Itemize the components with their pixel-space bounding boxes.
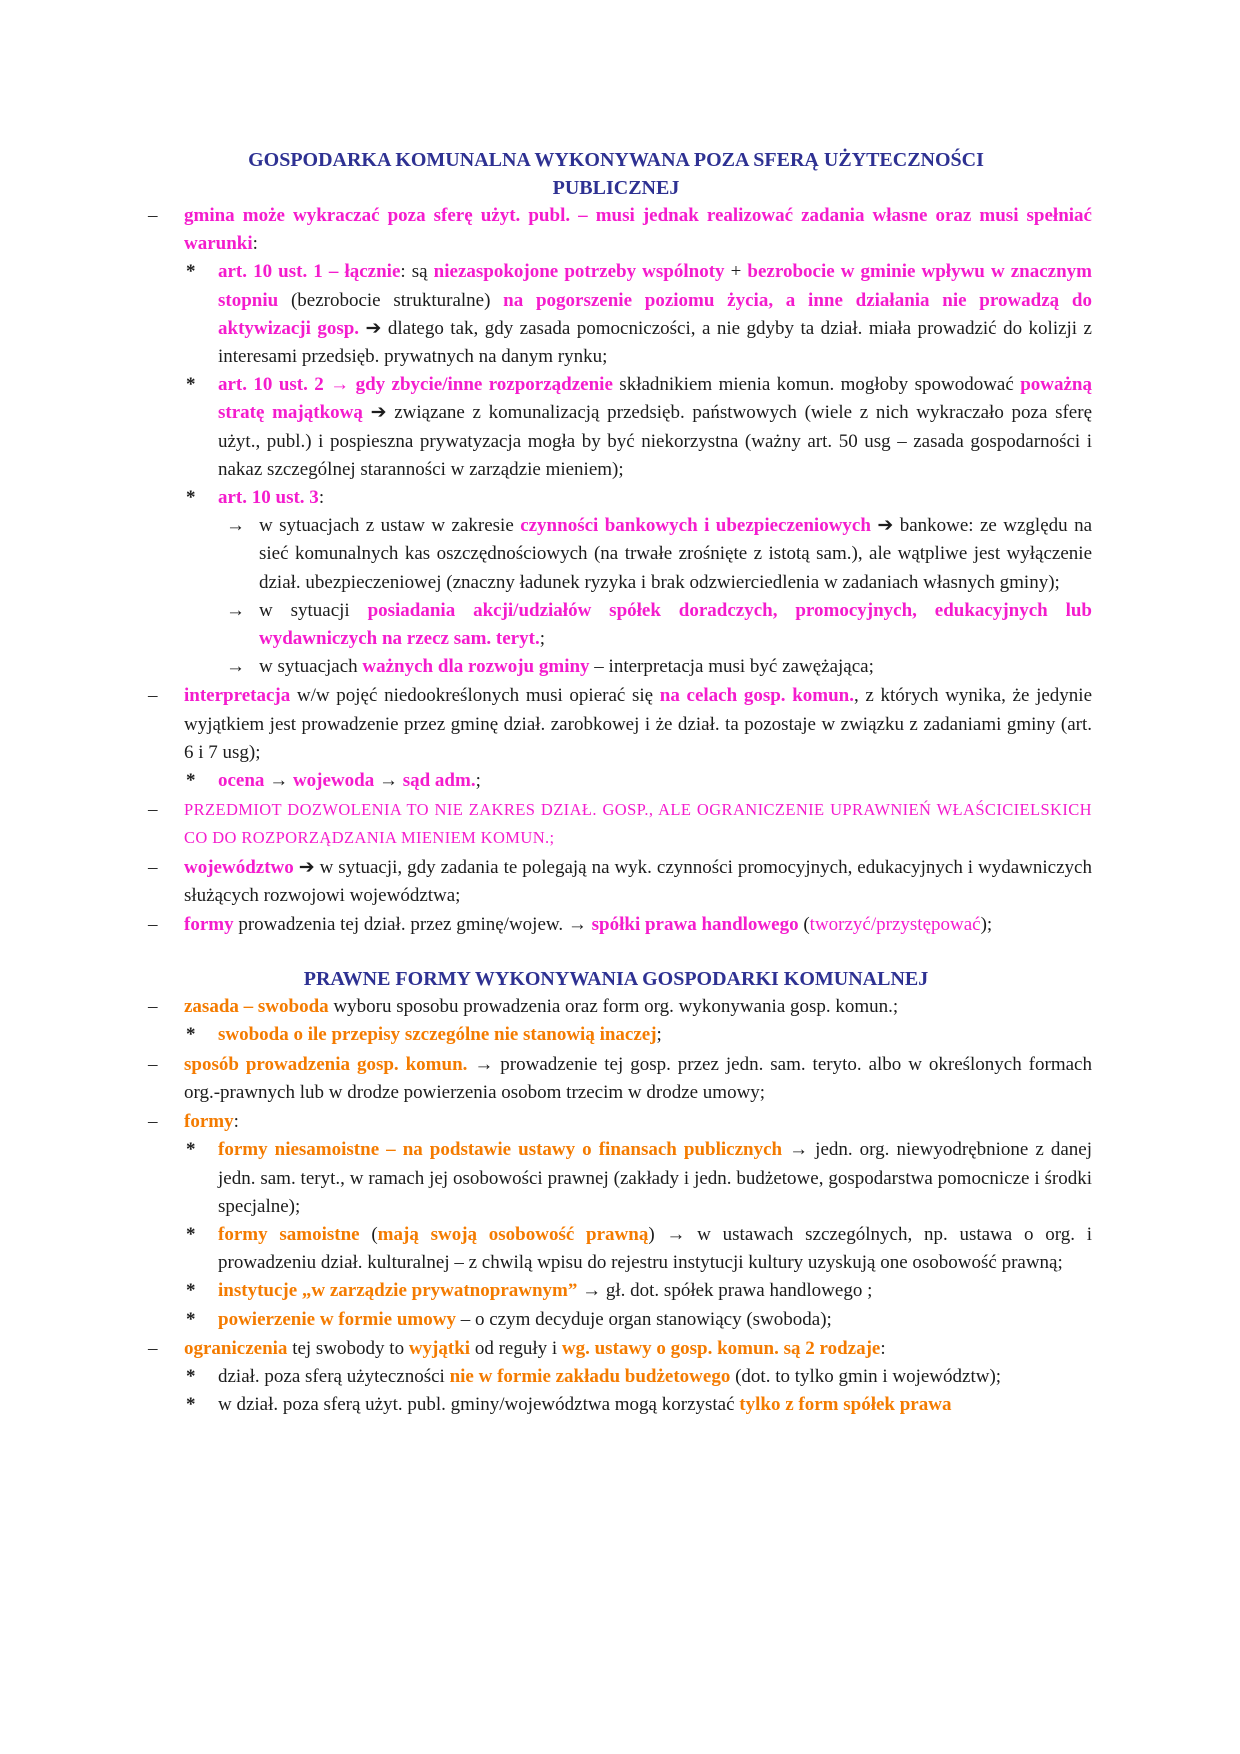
text-run: ➔ w sytuacji, gdy zadania te polegają na wyk. czynności promocyjnych, edukacyjnych i wydawniczych służących rozwojowi województwa; bbox=[184, 856, 1092, 906]
highlighted-term: formy bbox=[184, 914, 234, 936]
arrow-marker: → bbox=[226, 656, 245, 678]
text-run: w/w pojęć niedookreślonych musi opierać się bbox=[290, 685, 660, 707]
list-item-text bbox=[184, 1051, 1092, 1107]
list-item-text bbox=[184, 911, 1092, 939]
list-item bbox=[184, 258, 1092, 371]
list-item-text bbox=[184, 854, 1092, 910]
list-item bbox=[140, 682, 1092, 795]
highlighted-term: wojewoda bbox=[292, 770, 375, 792]
text-run: → gł. dot. spółek prawa handlowego ; bbox=[577, 1280, 873, 1302]
list-item bbox=[184, 1391, 1092, 1419]
list-item-text bbox=[184, 202, 1092, 258]
list-item bbox=[218, 597, 1092, 653]
highlighted-term: art. 10 ust. 2 → gdy zbycie/inne rozporządzenie bbox=[218, 374, 613, 396]
dash-marker: – bbox=[148, 205, 158, 226]
text-run: ; bbox=[539, 628, 545, 650]
text-run: : bbox=[880, 1337, 886, 1359]
bullet-list bbox=[184, 1363, 1092, 1419]
text-run: → prowadzenie tej gosp. przez jedn. sam. teryto. albo w określonych formach org.-prawnych lub w drodze powierzenia osobom trzecim w drodze umowy; bbox=[184, 1053, 1092, 1103]
highlighted-term: art. 10 ust. 3 bbox=[218, 487, 319, 509]
highlighted-term: nie w formie zakładu budżetowego bbox=[449, 1365, 731, 1387]
text-run: – o czym decyduje organ stanowiący (swoboda); bbox=[455, 1308, 832, 1330]
star-marker: * bbox=[186, 770, 196, 792]
list-item-text bbox=[218, 1021, 1092, 1049]
star-marker: * bbox=[186, 1024, 196, 1046]
list-item bbox=[140, 1051, 1092, 1107]
bullet-list bbox=[140, 993, 1092, 1419]
text-run: ; bbox=[475, 770, 481, 792]
star-marker: * bbox=[186, 1139, 196, 1161]
highlighted-term: instytucje „w zarządzie prywatnoprawnym” bbox=[218, 1280, 578, 1302]
highlighted-term: niezaspokojone potrzeby wspólnoty bbox=[433, 261, 725, 283]
text-run: : bbox=[318, 487, 325, 509]
dash-marker: – bbox=[148, 1111, 158, 1133]
document-body bbox=[140, 146, 1092, 1419]
list-item-text bbox=[184, 1335, 1092, 1363]
star-marker: * bbox=[186, 261, 196, 283]
highlighted-term: gmina może wykraczać poza sferę użyt. publ. – musi jednak realizować zadania własne oraz musi spełniać warunki bbox=[184, 205, 1092, 255]
highlighted-term: posiadania akcji/udziałów spółek doradczych, promocyjnych, edukacyjnych lub wydawniczych na rzecz sam. teryt. bbox=[259, 599, 1092, 650]
highlighted-term: spółki prawa handlowego bbox=[591, 914, 799, 936]
text-run: w sytuacjach z ustaw w zakresie bbox=[259, 515, 521, 537]
list-item bbox=[140, 1335, 1092, 1420]
highlighted-term: województwo bbox=[184, 856, 294, 878]
highlighted-term: czynności bankowych i ubezpieczeniowych bbox=[520, 515, 871, 537]
arrow-marker: → bbox=[226, 515, 245, 537]
list-item bbox=[184, 1136, 1092, 1221]
list-item-text bbox=[184, 682, 1092, 767]
text-run: → bbox=[264, 770, 293, 792]
list-item bbox=[218, 512, 1092, 597]
list-item-text bbox=[218, 767, 1092, 795]
text-run: składnikiem mienia komun. mogłoby spowodować bbox=[612, 374, 1021, 396]
text-run: ); bbox=[980, 914, 993, 936]
list-item-text bbox=[218, 1277, 1092, 1305]
text-run: – interpretacja musi być zawężająca; bbox=[589, 656, 874, 678]
list-item-text bbox=[218, 484, 1092, 512]
highlighted-term: art. 10 ust. 1 – łącznie bbox=[218, 261, 401, 283]
highlighted-term: na pogorszenie poziomu życia, a inne działania nie prowadzą do aktywizacji gosp. bbox=[218, 289, 1092, 339]
text-run: + bbox=[724, 261, 748, 283]
bullet-list bbox=[184, 767, 1092, 795]
text-run: ) → w ustawach szczególnych, np. ustawa o org. i prowadzeniu dział. kulturalnej – z chwilą wpisu do rejestru instytucji kultury uzyskują one osobowość prawną; bbox=[218, 1223, 1093, 1274]
text-run: ( bbox=[359, 1223, 378, 1245]
text-run: ➔ związane z komunalizacją przedsięb. państwowych (wiele z nich wykraczało poza sferę użyt., publ.) i pospieszna prywatyzacja mogła by być niekorzystna (ważny art. 50 usg – zasada gospodarności i nakaz szczególnej staranności w zarządzie mieniem); bbox=[218, 402, 1093, 480]
dash-marker: – bbox=[148, 685, 158, 707]
text-run: → bbox=[374, 770, 403, 792]
list-item-text bbox=[218, 1136, 1092, 1221]
highlighted-term: mają swoją osobowość prawną bbox=[377, 1223, 649, 1245]
list-item-text bbox=[218, 1363, 1092, 1391]
star-marker: * bbox=[186, 374, 196, 396]
highlighted-term: interpretacja bbox=[184, 685, 291, 707]
star-marker: * bbox=[186, 1394, 196, 1416]
star-marker: * bbox=[186, 487, 196, 509]
dash-marker: – bbox=[148, 914, 158, 936]
highlighted-term: wg. ustawy o gosp. komun. są 2 rodzaje bbox=[561, 1337, 881, 1359]
bullet-list bbox=[184, 1021, 1092, 1049]
dash-marker: – bbox=[148, 996, 158, 1018]
text-run: w sytuacji bbox=[259, 599, 368, 621]
dash-marker: – bbox=[148, 856, 158, 878]
highlighted-term: na celach gosp. komun. bbox=[659, 685, 854, 707]
list-item-text bbox=[184, 1108, 1092, 1136]
list-item-text bbox=[218, 1306, 1092, 1334]
list-item bbox=[184, 1306, 1092, 1334]
bullet-list bbox=[184, 258, 1092, 681]
text-run: od reguły i bbox=[470, 1337, 562, 1359]
text-run: tej swobody to bbox=[287, 1337, 409, 1359]
list-item bbox=[184, 1363, 1092, 1391]
highlighted-term: PRZEDMIOT DOZWOLENIA TO NIE ZAKRES DZIAŁ. GOSP., ALE OGRANICZENIE UPRAWNIEŃ WŁAŚCICIELSKICH CO DO ROZPORZĄDZANIA MIENIEM KOMUN.; bbox=[184, 800, 1092, 848]
text-run: w dział. poza sferą użyt. publ. gminy/województwa mogą korzystać bbox=[218, 1394, 740, 1416]
text-run: dział. poza sferą użyteczności bbox=[218, 1365, 450, 1387]
highlighted-term: tworzyć/przystępować bbox=[809, 914, 981, 936]
highlighted-term: powierzenie w formie umowy bbox=[218, 1308, 456, 1330]
highlighted-term: formy bbox=[184, 1111, 234, 1133]
highlighted-term: poważną stratę majątkową bbox=[218, 374, 1092, 424]
highlighted-term: zasada – swoboda bbox=[184, 996, 329, 1018]
highlighted-term: ważnych dla rozwoju gminy bbox=[362, 656, 590, 678]
list-item bbox=[184, 1277, 1092, 1305]
text-run: ( bbox=[798, 914, 810, 936]
list-item bbox=[140, 911, 1092, 939]
list-item bbox=[218, 653, 1092, 681]
star-marker: * bbox=[186, 1223, 196, 1245]
list-item bbox=[184, 484, 1092, 681]
list-item-text bbox=[218, 258, 1092, 371]
list-item bbox=[184, 371, 1092, 484]
highlighted-term: formy niesamoistne – na podstawie ustawy o finansach publicznych bbox=[218, 1139, 783, 1161]
star-marker: * bbox=[186, 1365, 196, 1387]
list-item bbox=[184, 767, 1092, 795]
dash-marker: – bbox=[148, 1053, 158, 1075]
arrow-marker: → bbox=[226, 599, 245, 621]
highlighted-term: ograniczenia bbox=[184, 1337, 288, 1359]
list-item bbox=[184, 1221, 1092, 1277]
dash-marker: – bbox=[148, 1337, 158, 1359]
highlighted-term: sąd adm. bbox=[402, 770, 476, 792]
text-run: wyboru sposobu prowadzenia oraz form org. wykonywania gosp. komun.; bbox=[328, 996, 899, 1018]
list-item-text bbox=[184, 993, 1092, 1021]
dash-marker: – bbox=[148, 799, 158, 821]
list-item-text bbox=[259, 512, 1092, 597]
highlighted-term: bezrobocie w gminie wpływu w znacznym stopniu bbox=[218, 261, 1093, 311]
text-run: : bbox=[233, 1111, 239, 1133]
list-item-text bbox=[259, 653, 1092, 681]
list-item bbox=[140, 854, 1092, 910]
highlighted-term: swoboda o ile przepisy szczególne nie stanowią inaczej bbox=[218, 1024, 657, 1046]
text-run: ➔ bankowe: ze względu na sieć komunalnych kas oszczędnościowych (na trwałe zrośnięte z istotą sam.), ale wątpliwe jest wyłączenie dział. ubezpieczeniowej (znaczny ładunek ryzyka i brak odzwierciedlenia w zadaniach własnych gminy); bbox=[259, 515, 1093, 593]
highlighted-term: formy samoistne bbox=[218, 1223, 360, 1245]
text-run: → jedn. org. niewyodrębnione z danej jedn. sam. teryt., w ramach jej osobowości prawnej (zakłady i jedn. budżetowe, gospodarstwa pomocnicze i środki specjalne); bbox=[218, 1139, 1093, 1217]
highlighted-term: ocena bbox=[218, 770, 265, 792]
list-item-text bbox=[259, 597, 1092, 653]
text-run: ➔ dlatego tak, gdy zasada pomocniczości, a nie gdyby ta dział. miała prowadzić do kolizji z interesami przedsięb. prywatnych na danym rynku; bbox=[218, 317, 1092, 368]
list-item bbox=[140, 1108, 1092, 1334]
list-item bbox=[184, 1021, 1092, 1049]
list-item-text bbox=[184, 796, 1092, 852]
star-marker: * bbox=[186, 1308, 196, 1330]
star-marker: * bbox=[186, 1280, 196, 1302]
text-run: , z których wynika, że jedynie wyjątkiem jest prowadzenie przez gminę dział. zarobkowej i że dział. ta pozostaje w związku z zadaniami gminy (art. 6 i 7 usg); bbox=[184, 685, 1092, 763]
text-run: w sytuacjach bbox=[259, 656, 363, 678]
text-run: : bbox=[252, 233, 258, 255]
text-run: (bezrobocie strukturalne) bbox=[278, 289, 504, 311]
text-run: : są bbox=[400, 261, 434, 283]
highlighted-term: tylko z form spółek prawa bbox=[739, 1394, 952, 1416]
highlighted-term: wyjątki bbox=[408, 1337, 471, 1359]
section-heading: GOSPODARKA KOMUNALNA WYKONYWANA POZA SFERĄ UŻYTECZNOŚCI PUBLICZNEJ bbox=[248, 149, 984, 199]
text-run: (dot. to tylko gmin i województw); bbox=[730, 1365, 1002, 1387]
list-item-text bbox=[218, 371, 1092, 484]
text-run: prowadzenia tej dział. przez gminę/wojew. → bbox=[233, 914, 592, 936]
highlighted-term: sposób prowadzenia gosp. komun. bbox=[184, 1053, 468, 1075]
bullet-list bbox=[184, 1136, 1092, 1333]
list-item bbox=[140, 993, 1092, 1049]
list-item bbox=[140, 202, 1092, 681]
list-item bbox=[140, 796, 1092, 852]
bullet-list bbox=[140, 202, 1092, 939]
bullet-list bbox=[218, 512, 1092, 681]
list-item-text bbox=[218, 1391, 1092, 1419]
text-run: ; bbox=[656, 1024, 662, 1046]
section-heading: PRAWNE FORMY WYKONYWANIA GOSPODARKI KOMUNALNEJ bbox=[303, 968, 929, 991]
list-item-text bbox=[218, 1221, 1092, 1277]
